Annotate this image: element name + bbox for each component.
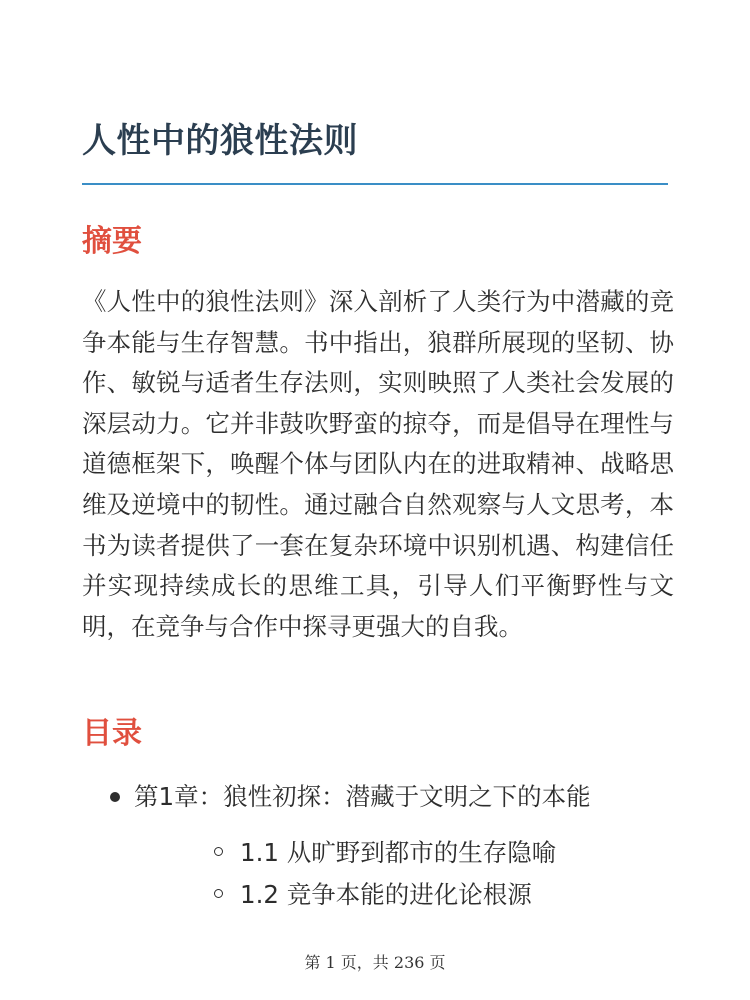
bullet-circle-icon xyxy=(214,847,223,856)
bullet-dot-icon xyxy=(110,792,120,802)
document-page xyxy=(82,0,674,1000)
toc-list xyxy=(82,776,668,916)
toc-section-label: 1.2 竞争本能的进化论根源 xyxy=(240,880,532,909)
page-number: 第 1 页，共 236 页 xyxy=(304,953,446,972)
abstract-text: 《人性中的狼性法则》深入剖析了人类行为中潜藏的竞争本能与生存智慧。书中指出，狼群所展现的坚韧、协作、敏锐与适者生存法则，实则映照了人类社会发展的深层动力。它并非鼓吹野蛮的掠夺，而是倡导在理性与道德框架下，唤醒个体与团队内在的进取精神、战略思维及逆境中的韧性。通过融合自然观察与人文思考，本书为读者提供了一套在复杂环境中识别机遇、构建信任并实现持续成长的思维工具，引导人们平衡野性与文明，在竞争与合作中探寻更强大的自我。 xyxy=(82,287,674,641)
title-divider xyxy=(82,183,668,185)
toc-section-1-1[interactable] xyxy=(186,832,668,874)
toc-chapter-1[interactable] xyxy=(82,776,668,916)
toc-section-label: 1.1 从旷野到都市的生存隐喻 xyxy=(240,838,557,867)
toc-section-1-2[interactable] xyxy=(186,874,668,916)
book-title: 人性中的狼性法则 xyxy=(82,121,358,161)
toc-chapter-label: 第1章：狼性初探：潜藏于文明之下的本能 xyxy=(134,782,591,811)
abstract-heading: 摘要 xyxy=(82,224,142,259)
toc-sub-list xyxy=(134,832,668,916)
bullet-circle-icon xyxy=(214,889,223,898)
toc-heading: 目录 xyxy=(82,716,142,751)
